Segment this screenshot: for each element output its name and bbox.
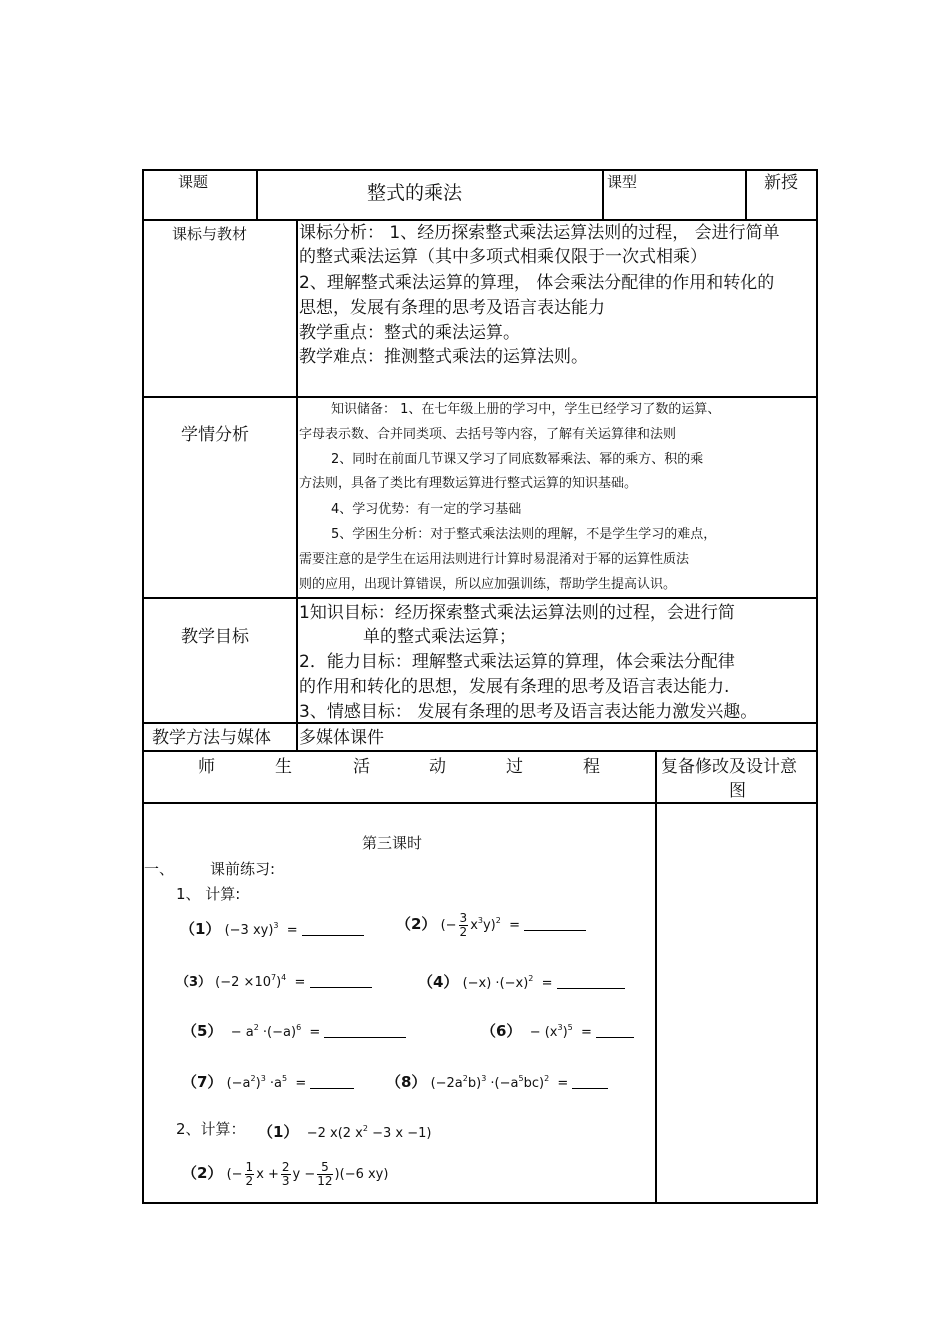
notes-label-cont: 图 (729, 781, 746, 801)
question-2-label: 2、计算： (176, 1120, 246, 1138)
learner-line: 方法则，具备了类比有理数运算进行整式运算的知识基础。 (299, 476, 638, 491)
learner-line: 2、同时在前面几节课又学习了同底数幂乘法、幂的乘方、积的乘 (331, 452, 704, 467)
exercise-7: （7） $(-a^2)^3 \cdot a^5$ = (182, 1071, 354, 1092)
exercise-number: （2） (396, 915, 437, 934)
standards-line: 2、理解整式乘法运算的算理， 体会乘法分配律的作用和转化的 (299, 273, 775, 293)
exercise-number: （6） (481, 1022, 522, 1040)
learner-line: 则的应用，出现计算错误，所以应加强训练，帮助学生提高认识。 (299, 577, 677, 592)
exercise-number: （1） (258, 1123, 299, 1141)
process-char: 师 (198, 757, 215, 777)
process-char: 过 (506, 757, 523, 777)
section-title: 课前练习: (210, 860, 276, 878)
type-value: 新授 (764, 173, 798, 193)
exercise-number: （4） (418, 973, 459, 991)
goals-line: 1知识目标：经历探索整式乘法运算法则的过程，会进行简 (299, 603, 735, 623)
learner-label: 学情分析 (181, 425, 249, 445)
learner-line: 需要注意的是学生在运用法则进行计算时易混淆对于幂的运算性质法 (299, 552, 690, 567)
standards-line: 教学重点：整式的乘法运算。 (299, 323, 520, 343)
exercise-number: （7） (182, 1073, 223, 1091)
question-1-label: 1、 计算: (176, 885, 241, 903)
exercise-number: （8） (386, 1073, 427, 1091)
type-label: 课型 (607, 173, 638, 191)
method-value: 多媒体课件 (299, 728, 384, 748)
exercise-5: $(5) - a^2 \cdot(-a)^6$ = (182, 1020, 406, 1041)
goals-label: 教学目标 (181, 627, 249, 647)
section-number: 一、 (144, 860, 175, 878)
exercise-2-2: （2） (− $\frac{1}{2}$ x + $\frac{2}{3}$ y − $\frac{5}{12}$ )(−6 xy) (182, 1160, 389, 1189)
notes-label: 复备修改及设计意 (661, 757, 797, 777)
exercise-2-1: （1） −2 x(2 $x^2 -3$ x −1) (258, 1123, 432, 1141)
standards-line: 的整式乘法运算（其中多项式相乘仅限于一次式相乘） (299, 247, 707, 267)
exercise-number: （2） (182, 1164, 223, 1183)
process-char: 程 (583, 757, 600, 777)
learner-line: 知识储备： 1、在七年级上册的学习中，学生已经学习了数的运算、 (331, 402, 721, 417)
lesson-title: 第三课时 (362, 834, 423, 852)
course-title: 整式的乘法 (367, 182, 463, 204)
standards-line: 教学难点：推测整式乘法的运算法则。 (299, 347, 588, 367)
exercise-3: （3） $(-2 \times 10^7)^4$ = (176, 971, 372, 990)
process-char: 动 (429, 757, 446, 777)
standards-line: 思想，发展有条理的思考及语言表达能力 (299, 298, 605, 318)
learner-line: 5、学困生分析：对于整式乘法法则的理解，不是学生学习的难点， (331, 527, 717, 542)
goals-line: 的作用和转化的思想，发展有条理的思考及语言表达能力. (299, 677, 730, 697)
process-char: 活 (353, 757, 370, 777)
standards-label: 课标与教材 (172, 225, 248, 243)
exercise-6: $(6) - (x^3)^5$ = (481, 1020, 634, 1041)
exercise-number: （1） (180, 920, 221, 938)
method-label: 教学方法与媒体 (152, 728, 271, 748)
goals-line: 2．能力目标：理解整式乘法运算的算理，体会乘法分配律 (299, 652, 735, 672)
exercise-8: （8） $(-2a^2b)^3 \cdot(-a^5bc)^2$ = (386, 1071, 608, 1092)
goals-line: 3、情感目标： 发展有条理的思考及语言表达能力激发兴趣。 (299, 702, 758, 722)
learner-line: 字母表示数、合并同类项、去括号等内容，了解有关运算律和法则 (299, 427, 677, 442)
exercise-number: （3） (176, 975, 212, 990)
exercise-2: （2） (− $\frac{3}{2}$ $x^3y)^2$ = (396, 912, 586, 939)
goals-line: 单的整式乘法运算； (363, 627, 516, 647)
standards-line: 课标分析： 1、经历探索整式乘法运算法则的过程， 会进行简单 (299, 223, 780, 243)
process-char: 生 (275, 757, 292, 777)
exercise-4: （4） $(-x) \cdot(-x)^2$ = (418, 971, 625, 992)
exercise-number: （5） (182, 1022, 223, 1040)
course-label: 课题 (178, 173, 209, 191)
exercise-1: （1） (−3 xy)$^3$ = (180, 918, 364, 939)
learner-line: 4、学习优势：有一定的学习基础 (331, 502, 522, 517)
